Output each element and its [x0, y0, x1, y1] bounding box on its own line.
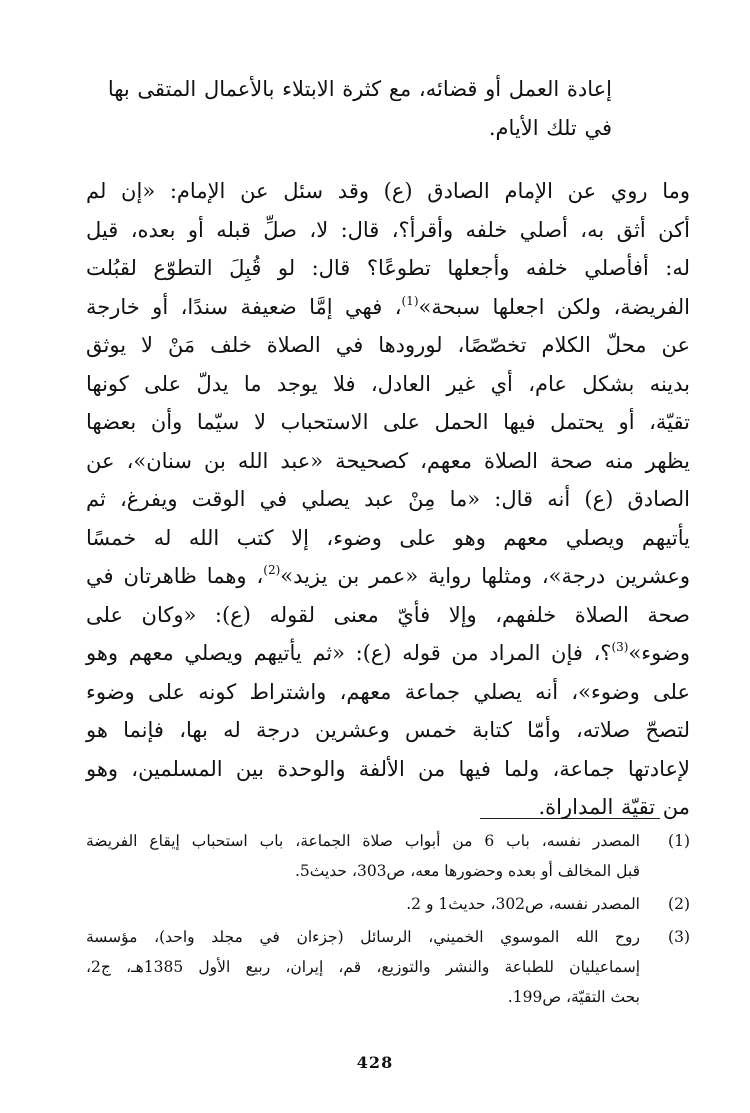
text-line: له: أفأصلي خلفه وأجعلها تطوعًا؟ قال: لو قُبِلَ التطوّع لقبُلت — [86, 256, 690, 280]
text-line: إعادة العمل أو قضائه، مع كثرة الابتلاء بالأعمال المتقى بها — [107, 77, 612, 101]
footnote-text — [86, 889, 640, 919]
text-segment: الفريضة، ولكن اجعلها سبحة» — [418, 294, 690, 319]
footnote-line: بحث التقيّة، ص199. — [507, 988, 640, 1006]
text-line: يأتيهم ويصلي معهم وهو على وضوء، إلا كتب الله له خمسًا — [86, 525, 690, 550]
footnote-item — [86, 826, 690, 886]
text-line: على وضوء»، أنه يصلي جماعة معهم، واشتراط كونه على وضوء — [86, 679, 690, 704]
text-line: صحة الصلاة خلفهم، وإلا فأيّ معنى لقوله (ع): «وكان على — [86, 602, 690, 627]
footnote-line: روح الله الموسوي الخميني، الرسائل (جزءان في مجلد واحد)، مؤسسة — [86, 928, 640, 946]
footnote-number: (1) — [668, 832, 690, 850]
text-line: وما روي عن الإمام الصادق (ع) وقد سئل عن الإمام: «إن لم — [86, 179, 690, 203]
footnote-line: إسماعيليان للطباعة والنشر والتوزيع، قم، إيران، ربيع الأول 1385هـ، ج2، — [86, 958, 641, 976]
text-line-with-footnote — [86, 634, 690, 673]
footnote-separator — [480, 818, 660, 819]
footnote-marker: (3) — [611, 640, 629, 654]
text-line: أكن أثق به، أصلي خلفه وأقرأ؟، قال: لا، صلِّ قبله أو بعده، قيل — [86, 217, 690, 242]
page-number: 428 — [356, 1053, 394, 1072]
footnote-number: (2) — [668, 895, 690, 913]
text-line: يظهر منه صحة الصلاة معهم، كصحيحة «عبد الله بن سنان»، عن — [86, 448, 690, 473]
text-line: الصادق (ع) أنه قال: «ما مِنْ عبد يصلي في الوقت ويفرغ، ثم — [86, 487, 690, 511]
text-line: من تقيّة المداراة. — [538, 795, 690, 819]
footnote-marker: (2) — [263, 563, 281, 577]
footnote-marker: (1) — [401, 293, 419, 308]
footnote-text — [86, 922, 640, 1012]
text-segment: ، فهي إمَّا ضعيفة سندًا، أو خارجة — [86, 294, 402, 319]
text-line-with-footnote — [86, 557, 690, 596]
text-line-with-footnote — [86, 288, 690, 327]
text-segment: وعشرين درجة»، ومثلها رواية «عمر بن يزيد» — [280, 564, 691, 588]
paragraph-continuation — [86, 70, 612, 147]
text-line: في تلك الأيام. — [488, 115, 612, 140]
footnote-line: المصدر نفسه، باب 6 من أبواب صلاة الجماعة، باب استحباب إيقاع الفريضة — [86, 832, 640, 850]
footnote-line: قبل المخالف أو بعده وحضورها معه، ص303، حديث5. — [294, 862, 640, 880]
footnote-text — [86, 826, 640, 886]
text-segment: ؟، فإن المراد من قوله (ع): «ثم يأتيهم ويصلي معهم وهو — [86, 641, 612, 665]
footnote-item — [86, 889, 690, 919]
text-segment: وضوء» — [628, 641, 690, 665]
footnote-item — [86, 922, 690, 1012]
text-line: بدينه بشكل عام، أي غير العادل، فلا يوجد ما يدلّ على كونها — [86, 371, 690, 396]
paragraph-main — [86, 172, 690, 827]
text-segment: ، وهما ظاهرتان في — [86, 564, 264, 588]
footnote-number: (3) — [668, 928, 690, 946]
text-line: تقيّة، أو يحتمل فيها الحمل على الاستحباب لا سيّما وأن بعضها — [86, 410, 690, 434]
footnote-line: المصدر نفسه، ص302، حديث1 و 2. — [406, 895, 640, 913]
footnotes — [86, 826, 690, 1015]
text-line: عن محلّ الكلام تخصّصًا، لورودها في الصلاة خلف مَنْ لا يوثق — [86, 333, 690, 357]
text-line: لتصحّ صلاته، وأمّا كتابة خمس وعشرين درجة له بها، فإنما هو — [86, 718, 690, 742]
text-line: لإعادتها جماعة، ولما فيها من الألفة والوحدة بين المسلمين، وهو — [86, 756, 690, 781]
